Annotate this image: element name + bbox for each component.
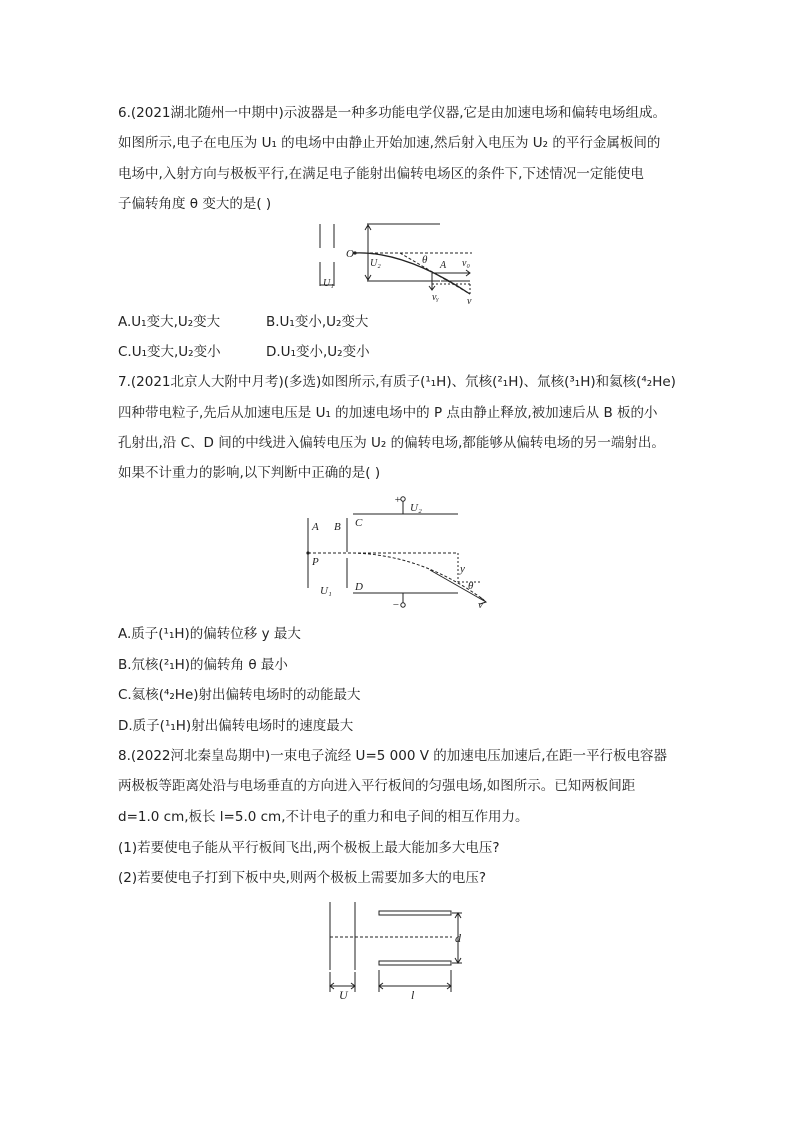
q7-label-minus: − [392, 599, 400, 610]
q6-label-v0: v₀ [462, 258, 470, 269]
q7-label-U1: U₁ [320, 585, 332, 597]
q7-label-v: v [478, 599, 483, 610]
q6-line-4: 子偏转角度 θ 变大的是( ) [118, 196, 272, 212]
q8-line-2: 两极板等距离处沿与电场垂直的方向进入平行板间的匀强电场,如图所示。已知两板间距 [118, 778, 636, 794]
q7-line-3: 孔射出,沿 C、D 间的中线进入偏转电压为 U₂ 的偏转电场,都能够从偏转电场的另一端射出。 [118, 435, 665, 451]
q6-label-U1: U₁ [323, 278, 334, 289]
q8-line-5: (2)若要使电子打到下板中央,则两个极板上需要加多大的电压? [118, 870, 487, 886]
q7-label-A: A [312, 521, 319, 533]
q8-upper-plate [379, 911, 451, 915]
q7-option-d: D.质子(¹₁H)射出偏转电场时的速度最大 [118, 718, 354, 734]
q8-lower-plate [379, 961, 451, 965]
q7-label-theta: θ [468, 580, 474, 592]
q6-oscilloscope-figure [310, 218, 490, 304]
q7-label-U2: U₂ [410, 502, 422, 514]
q6-option-b: B.U₁变小,U₂变大 [266, 314, 369, 330]
q8-capacitor-figure [322, 898, 472, 1000]
q6-option-c: C.U₁变大,U₂变小 [118, 344, 221, 360]
q7-label-y: y [460, 563, 465, 575]
q6-option-d: D.U₁变小,U₂变小 [266, 344, 370, 360]
q7-label-plus: + [394, 494, 402, 506]
q7-option-a: A.质子(¹₁H)的偏转位移 y 最大 [118, 626, 301, 642]
q7-option-c: C.氦核(⁴₂He)射出偏转电场时的动能最大 [118, 687, 361, 703]
q8-line-3: d=1.0 cm,板长 l=5.0 cm,不计电子的重力和电子间的相互作用力。 [118, 809, 529, 825]
q7-label-P: P [312, 556, 319, 568]
q7-line-2: 四种带电粒子,先后从加速电压是 U₁ 的加速电场中的 P 点由静止释放,被加速后从 B 板的小 [118, 405, 658, 421]
q6-line-1: 6.(2021湖北随州一中期中)示波器是一种多功能电学仪器,它是由加速电场和偏转电场组成。 [118, 105, 667, 121]
q7-line-1: 7.(2021北京人大附中月考)(多选)如图所示,有质子(¹₁H)、氘核(²₁H)、氚核(³₁H)和氦核(⁴₂He) [118, 374, 676, 390]
q6-label-A: A [440, 260, 447, 271]
q6-label-U2: U₂ [370, 258, 381, 269]
q6-option-a: A.U₁变大,U₂变大 [118, 314, 221, 330]
q7-label-D: D [355, 581, 363, 593]
q7-line-4: 如果不计重力的影响,以下判断中正确的是( ) [118, 465, 381, 481]
q6-label-vy: vᵧ [432, 292, 439, 303]
q6-line-3: 电场中,入射方向与极板平行,在满足电子能射出偏转电场区的条件下,下述情况一定能使电 [118, 166, 644, 182]
q8-line-4: (1)若要使电子能从平行板间飞出,两个极板上最大能加多大电压? [118, 840, 500, 856]
q6-label-theta: θ [422, 254, 428, 266]
q7-option-b: B.氘核(²₁H)的偏转角 θ 最小 [118, 657, 288, 673]
q8-label-d: d [455, 931, 461, 945]
q8-label-l: l [411, 988, 415, 1000]
q8-label-U: U [339, 988, 348, 1000]
q8-line-1: 8.(2022河北秦皇岛期中)一束电子流经 U=5 000 V 的加速电压加速后,在距一平行板电容器 [118, 748, 668, 764]
q7-label-B: B [334, 521, 341, 533]
q6-line-2: 如图所示,电子在电压为 U₁ 的电场中由静止开始加速,然后射入电压为 U₂ 的平行金属板间的 [118, 135, 661, 151]
q7-deflection-figure [300, 490, 490, 610]
q6-label-v: v [467, 296, 472, 304]
q6-label-O: O [346, 248, 354, 260]
q7-label-C: C [355, 517, 363, 529]
